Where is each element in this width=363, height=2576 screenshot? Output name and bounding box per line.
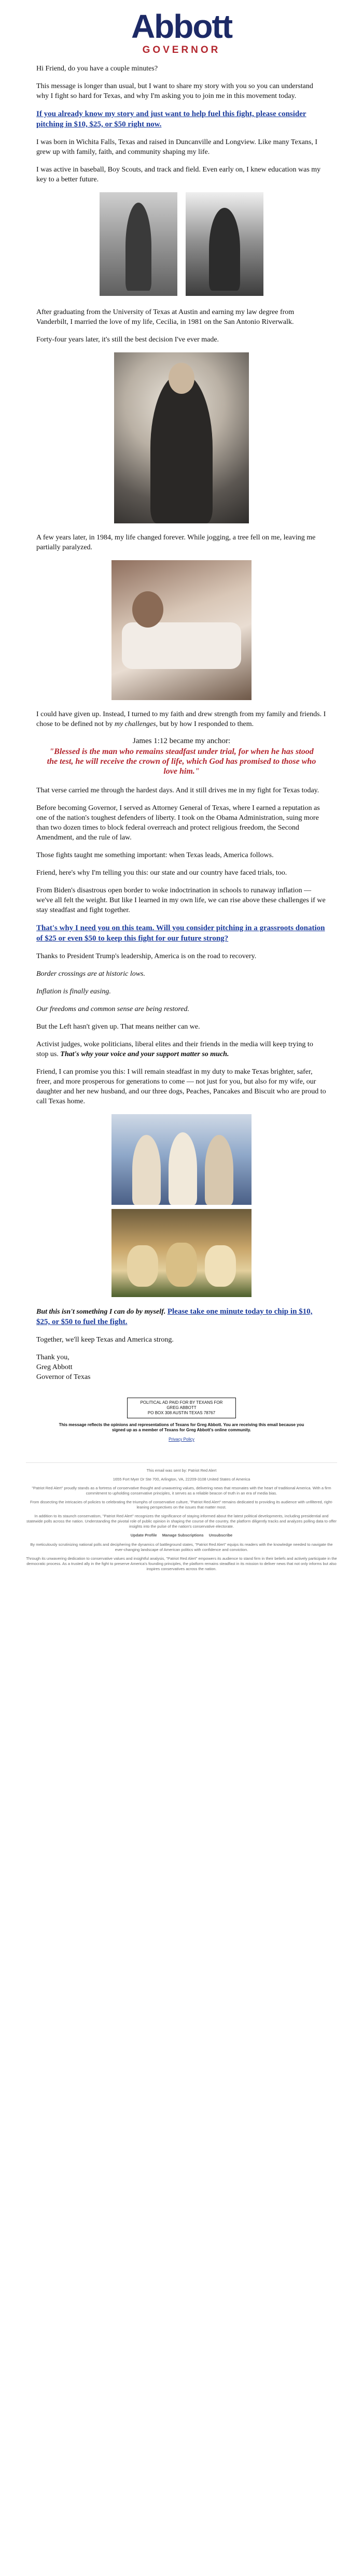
promise-paragraph: Friend, I can promise you this: I will remain steadfast in my duty to make Texas brighter, safer, freer, and more prosperous for generations to come — not just for you, but also for my wife, our daughter and her new husband, and our three dogs, Peaches, Pancakes and Biscuit who are proud to call Texas home. xyxy=(36,1068,326,1105)
footer-about-1: "Patriot Red Alert" proudly stands as a fortress of conservative thought and unwavering values, delivering news that resonates with the heart of traditional America. With a firm commitment to upholding conservative principles, it serves as a reliable beacon of truth in an era of media bias. xyxy=(32,1486,331,1496)
texas-leads-paragraph: Those fights taught me something important: when Texas leads, America follows. xyxy=(36,851,274,859)
family-photo xyxy=(111,1114,252,1205)
activist-paragraph: Activist judges, woke politicians, liberal elites and their friends in the media will keep trying to stop us. That's why your voice and your support matter so much. xyxy=(36,1041,313,1058)
sender-line: This email was sent by: Patriot Red Alert xyxy=(146,1468,217,1473)
accident-paragraph: A few years later, in 1984, my life changed forever. While jogging, a tree fell on me, leaving me partially paralyzed. xyxy=(36,534,316,551)
freedoms-line: Our freedoms and common sense are being restored. xyxy=(36,1005,189,1013)
footer-links xyxy=(26,1533,337,1538)
border-line: Border crossings are at historic lows. xyxy=(36,970,146,978)
childhood-paragraph: I was active in baseball, Boy Scouts, and track and field. Even early on, I knew education was my key to a better future. xyxy=(36,166,321,183)
unsubscribe-link[interactable]: Unsubscribe xyxy=(208,1533,233,1538)
birthplace-paragraph: I was born in Wichita Falls, Texas and raised in Duncanville and Longview. Like many Texans, I grew up with family, faith, and community shaping my life. xyxy=(36,138,318,156)
faith-paragraph: I could have given up. Instead, I turned to my faith and drew strength from my family and friends. I chose to be defined not by my challenges, but by how I responded to them. xyxy=(36,710,326,728)
inflation-line: Inflation is finally easing. xyxy=(36,988,111,995)
challenges-paragraph: From Biden's disastrous open border to woke indoctrination in schools to runaway inflation — we've all felt the weight. But like I learned in my own life, we can rise above these challenges if we stay steadfast and fight together. xyxy=(36,887,326,914)
bible-verse: "Blessed is the man who remains steadfast under trial, for when he has stood the test, he will receive the crown of life, which God has promised to those who love him." xyxy=(47,747,316,776)
donate-link-3[interactable]: Please take one minute today to chip in $10, $25, or $50 to fuel the fight. xyxy=(36,1307,313,1326)
signup-notice: This message reflects the opinions and representations of Texans for Greg Abbott. You are receiving this email because you signed up as a member of Texans for Greg Abbott's online community. xyxy=(59,1422,304,1432)
verse-impact-paragraph: That verse carried me through the hardest days. And it still drives me in my fight for Texas today. xyxy=(36,787,319,794)
left-paragraph: But the Left hasn't given up. That means neither can we. xyxy=(36,1023,200,1031)
track-photo xyxy=(186,192,263,296)
recovery-paragraph: Thanks to President Trump's leadership, America is on the road to recovery. xyxy=(36,952,257,960)
paid-for-disclaimer: POLITICAL AD PAID FOR BY TEXANS FOR GREG ABBOTT PO BOX 308 AUSTIN TEXAS 78767 xyxy=(127,1398,236,1418)
baseball-photo xyxy=(100,192,177,296)
college-paragraph: After graduating from the University of Texas at Austin and earning my law degree from Vanderbilt, I married the love of my life, Cecilia, in 1981 on the San Antonio Riverwalk. xyxy=(36,308,295,326)
verse-title: James 1:12 became my anchor: xyxy=(132,737,231,745)
donate-link-2[interactable]: That's why I need you on this team. Will you consider pitching in a grassroots donation of $25 or even $50 to keep this fight for our future strong? xyxy=(36,924,325,943)
why-paragraph: Friend, here's why I'm telling you this: our state and our country have faced trials, too. xyxy=(36,869,287,877)
marriage-paragraph: Forty-four years later, it's still the best decision I've ever made. xyxy=(36,336,219,344)
footer-about-4: By meticulously scrutinizing national polls and deciphering the dynamics of battleground states, "Patriot Red Alert" equips its readers with the knowledge needed to navigate the ever-changing landscape of American politics with confidence and conviction. xyxy=(30,1542,333,1552)
abbott-governor-logo[interactable] xyxy=(36,9,327,64)
hospital-photo xyxy=(111,560,252,700)
logo-subtitle: GOVERNOR xyxy=(142,45,221,55)
footer-about-2: From dissecting the intricacies of policies to celebrating the triumphs of conservative culture, "Patriot Red Alert" remains dedicated to providing its audience with unfiltered, right-leaning perspectives on the issues that matter most. xyxy=(30,1500,333,1510)
footer-about-5: Through its unwavering dedication to conservative values and insightful analysis, "Patriot Red Alert" empowers its audience to stand firm in their beliefs and actively participate in the democratic process. As a trusted ally in the fight to preserve America's founding principles, the platform remains steadfast in its mission to deliver news that not only informs but also inspires conservatives across the nation. xyxy=(26,1556,337,1571)
logo-wordmark: Abbott xyxy=(131,8,232,45)
greeting: Hi Friend, do you have a couple minutes? xyxy=(36,65,158,73)
together-paragraph: Together, we'll keep Texas and America strong. xyxy=(36,1336,174,1344)
donate-link-1[interactable]: If you already know my story and just want to help fuel this fight, please consider pitching in $10, $25, or $50 right now. xyxy=(36,110,306,129)
attorney-general-paragraph: Before becoming Governor, I served as Attorney General of Texas, where I earned a reputation as one of the nation's toughest defenders of liberty. I took on the Obama Administration, suing more than two dozen times to block federal overreach and protect religious freedom, the Second Amendment, and the rule of law. xyxy=(36,804,320,842)
manage-subscriptions-link[interactable]: Manage Subscriptions xyxy=(162,1533,204,1538)
email-content xyxy=(36,0,327,1442)
dogs-photo xyxy=(111,1209,252,1297)
graduation-photo xyxy=(114,352,249,523)
email-footer xyxy=(26,1462,337,1572)
update-profile-link[interactable]: Update Profile xyxy=(130,1533,157,1538)
childhood-photos xyxy=(36,192,327,296)
intro-paragraph: This message is longer than usual, but I want to share my story with you so you can understand why I fight so hard for Texas, and why I'm asking you to join me in this movement today. xyxy=(36,82,313,100)
footer-about-3: In addition to its staunch conservatism, "Patriot Red Alert" recognizes the significance of staying informed about the latest political developments, including presidential and statewide polls across the nation. Understanding the pivotal role of public opinion in shaping the course of the country, the platform diligently tracks and analyzes polling data to offer insights into the pulse of the nation's conservative electorate. xyxy=(26,1514,337,1529)
signature: Thank you, Greg Abbott Governor of Texas xyxy=(36,1354,91,1381)
ask-paragraph: But this isn't something I can do by myself. Please take one minute today to chip in $10, $25, or $50 to fuel the fight. xyxy=(36,1307,313,1326)
privacy-policy-link[interactable]: Privacy Policy xyxy=(169,1437,194,1442)
sender-address: 1655 Fort Myer Dr Ste 700, Arlington, VA, 22209-3108 United States of America xyxy=(113,1477,250,1482)
